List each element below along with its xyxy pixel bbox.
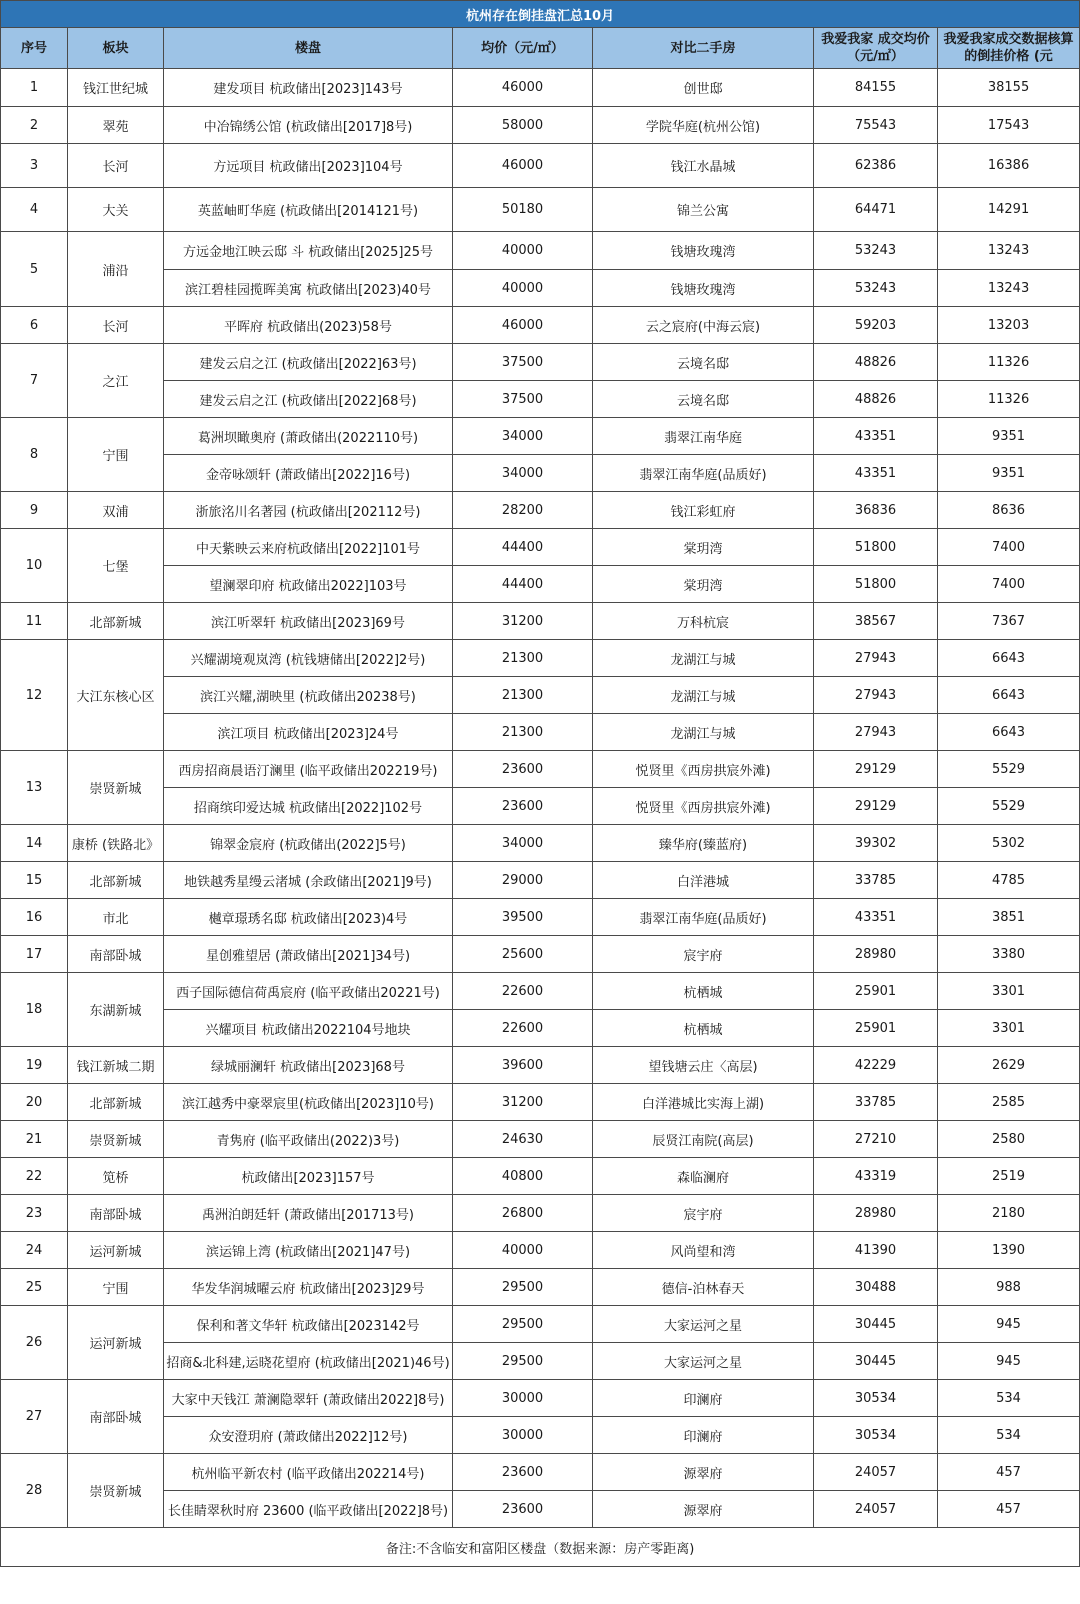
cell-deal-price: 42229 xyxy=(814,1047,938,1084)
cell-index: 27 xyxy=(1,1380,68,1454)
cell-avg-price: 22600 xyxy=(453,973,593,1010)
cell-area: 市北 xyxy=(68,899,164,936)
cell-area: 浦沿 xyxy=(68,232,164,307)
cell-compare: 风尚望和湾 xyxy=(593,1232,814,1269)
cell-avg-price: 46000 xyxy=(453,307,593,344)
cell-compare: 白洋港城 xyxy=(593,862,814,899)
cell-project: 兴耀湖境观岚湾 (杭钱塘储出[2022]2号) xyxy=(164,640,453,677)
table-row xyxy=(1,751,1080,788)
cell-index: 15 xyxy=(1,862,68,899)
cell-inversion: 5529 xyxy=(938,751,1080,788)
cell-deal-price: 48826 xyxy=(814,344,938,381)
cell-inversion: 534 xyxy=(938,1380,1080,1417)
table-row xyxy=(1,1232,1080,1269)
table-row xyxy=(1,862,1080,899)
table-row xyxy=(1,1121,1080,1158)
cell-index: 22 xyxy=(1,1158,68,1195)
cell-inversion: 3380 xyxy=(938,936,1080,973)
cell-deal-price: 53243 xyxy=(814,270,938,307)
cell-index: 14 xyxy=(1,825,68,862)
cell-project: 中冶锦绣公馆 (杭政储出[2017]8号) xyxy=(164,107,453,144)
cell-area: 东湖新城 xyxy=(68,973,164,1047)
cell-index: 6 xyxy=(1,307,68,344)
cell-avg-price: 28200 xyxy=(453,492,593,529)
cell-compare: 森临澜府 xyxy=(593,1158,814,1195)
cell-inversion: 2629 xyxy=(938,1047,1080,1084)
cell-area: 南部卧城 xyxy=(68,1380,164,1454)
cell-index: 7 xyxy=(1,344,68,418)
cell-inversion: 3301 xyxy=(938,973,1080,1010)
cell-area: 宁围 xyxy=(68,1269,164,1306)
cell-compare: 印澜府 xyxy=(593,1417,814,1454)
cell-area: 翠苑 xyxy=(68,107,164,144)
cell-compare: 钱江彩虹府 xyxy=(593,492,814,529)
cell-area: 双浦 xyxy=(68,492,164,529)
cell-project: 平晖府 杭政储出(2023)58号 xyxy=(164,307,453,344)
cell-deal-price: 39302 xyxy=(814,825,938,862)
cell-area: 长河 xyxy=(68,144,164,188)
cell-inversion: 13203 xyxy=(938,307,1080,344)
cell-area: 宁围 xyxy=(68,418,164,492)
table-body xyxy=(1,69,1080,1528)
cell-avg-price: 40800 xyxy=(453,1158,593,1195)
cell-deal-price: 27210 xyxy=(814,1121,938,1158)
cell-deal-price: 59203 xyxy=(814,307,938,344)
cell-avg-price: 22600 xyxy=(453,1010,593,1047)
cell-area: 崇贤新城 xyxy=(68,1121,164,1158)
table-row xyxy=(1,640,1080,677)
cell-compare: 大家运河之星 xyxy=(593,1343,814,1380)
cell-inversion: 6643 xyxy=(938,677,1080,714)
cell-avg-price: 23600 xyxy=(453,1491,593,1528)
cell-deal-price: 33785 xyxy=(814,1084,938,1121)
cell-project: 锦翠金宸府 (杭政储出(2022]5号) xyxy=(164,825,453,862)
cell-compare: 杭栖城 xyxy=(593,1010,814,1047)
table-row xyxy=(1,1306,1080,1343)
cell-inversion: 17543 xyxy=(938,107,1080,144)
cell-compare: 龙湖江与城 xyxy=(593,714,814,751)
table-title: 杭州存在倒挂盘汇总10月 xyxy=(1,1,1080,28)
cell-compare: 源翠府 xyxy=(593,1454,814,1491)
cell-compare: 大家运河之星 xyxy=(593,1306,814,1343)
cell-compare: 云之宸府(中海云宸) xyxy=(593,307,814,344)
cell-project: 招商缤印爱达城 杭政储出[2022]102号 xyxy=(164,788,453,825)
cell-inversion: 38155 xyxy=(938,69,1080,107)
cell-deal-price: 24057 xyxy=(814,1491,938,1528)
header-deal-price: 我爱我家 成交均价（元/㎡） xyxy=(814,28,938,69)
cell-compare: 万科杭宸 xyxy=(593,603,814,640)
cell-deal-price: 30445 xyxy=(814,1306,938,1343)
cell-deal-price: 30445 xyxy=(814,1343,938,1380)
cell-avg-price: 21300 xyxy=(453,640,593,677)
cell-inversion: 945 xyxy=(938,1343,1080,1380)
table-row xyxy=(1,1084,1080,1121)
cell-index: 19 xyxy=(1,1047,68,1084)
cell-compare: 印澜府 xyxy=(593,1380,814,1417)
cell-area: 康桥 (铁路北》 xyxy=(68,825,164,862)
cell-project: 建发云启之江 (杭政储出[2022]68号) xyxy=(164,381,453,418)
table-row xyxy=(1,69,1080,107)
cell-area: 笕桥 xyxy=(68,1158,164,1195)
cell-inversion: 7400 xyxy=(938,566,1080,603)
cell-project: 招商&北科建,运晓花望府 (杭政储出[2021)46号) xyxy=(164,1343,453,1380)
cell-project: 望澜翠印府 杭政储出2022]103号 xyxy=(164,566,453,603)
cell-project: 浙旅洺川名著园 (杭政储出[202112号) xyxy=(164,492,453,529)
cell-avg-price: 44400 xyxy=(453,566,593,603)
cell-project: 星创雅望居 (萧政储出[2021]34号) xyxy=(164,936,453,973)
cell-compare: 钱塘玫瑰湾 xyxy=(593,232,814,270)
cell-deal-price: 43351 xyxy=(814,899,938,936)
cell-project: 樾章璟琇名邸 杭政储出[2023)4号 xyxy=(164,899,453,936)
cell-avg-price: 50180 xyxy=(453,188,593,232)
cell-avg-price: 58000 xyxy=(453,107,593,144)
cell-project: 方远金地江映云邸 斗 杭政储出[2025]25号 xyxy=(164,232,453,270)
cell-compare: 锦兰公寓 xyxy=(593,188,814,232)
cell-deal-price: 27943 xyxy=(814,714,938,751)
cell-deal-price: 28980 xyxy=(814,1195,938,1232)
table-row xyxy=(1,1454,1080,1491)
cell-area: 北部新城 xyxy=(68,1084,164,1121)
cell-area: 七堡 xyxy=(68,529,164,603)
cell-project: 兴耀项目 杭政储出2022104号地块 xyxy=(164,1010,453,1047)
cell-inversion: 2519 xyxy=(938,1158,1080,1195)
cell-area: 南部卧城 xyxy=(68,1195,164,1232)
table-row xyxy=(1,936,1080,973)
cell-inversion: 4785 xyxy=(938,862,1080,899)
cell-inversion: 13243 xyxy=(938,270,1080,307)
cell-deal-price: 43351 xyxy=(814,455,938,492)
cell-project: 滨江越秀中豪翠宸里(杭政储出[2023]10号) xyxy=(164,1084,453,1121)
cell-area: 北部新城 xyxy=(68,603,164,640)
cell-index: 18 xyxy=(1,973,68,1047)
cell-inversion: 9351 xyxy=(938,455,1080,492)
cell-inversion: 11326 xyxy=(938,344,1080,381)
cell-compare: 龙湖江与城 xyxy=(593,640,814,677)
cell-avg-price: 21300 xyxy=(453,714,593,751)
table-note: 备注:不含临安和富阳区楼盘（数据来源：房产零距离) xyxy=(1,1528,1080,1567)
cell-compare: 翡翠江南华庭(品质好) xyxy=(593,899,814,936)
cell-avg-price: 40000 xyxy=(453,1232,593,1269)
cell-project: 大家中天钱江 萧澜隐翠轩 (萧政储出2022]8号) xyxy=(164,1380,453,1417)
cell-avg-price: 26800 xyxy=(453,1195,593,1232)
cell-project: 地铁越秀星缦云渚城 (余政储出[2021]9号) xyxy=(164,862,453,899)
cell-avg-price: 29500 xyxy=(453,1343,593,1380)
cell-compare: 宸宇府 xyxy=(593,936,814,973)
cell-avg-price: 39600 xyxy=(453,1047,593,1084)
cell-project: 滨运锦上湾 (杭政储出[2021]47号) xyxy=(164,1232,453,1269)
header-index: 序号 xyxy=(1,28,68,69)
header-area: 板块 xyxy=(68,28,164,69)
cell-inversion: 16386 xyxy=(938,144,1080,188)
cell-inversion: 8636 xyxy=(938,492,1080,529)
cell-deal-price: 30534 xyxy=(814,1417,938,1454)
cell-avg-price: 37500 xyxy=(453,381,593,418)
cell-area: 运河新城 xyxy=(68,1306,164,1380)
cell-deal-price: 41390 xyxy=(814,1232,938,1269)
cell-compare: 棠玥湾 xyxy=(593,566,814,603)
cell-index: 16 xyxy=(1,899,68,936)
cell-area: 大江东核心区 xyxy=(68,640,164,751)
cell-deal-price: 75543 xyxy=(814,107,938,144)
cell-inversion: 457 xyxy=(938,1454,1080,1491)
cell-compare: 悦贤里《西房拱宸外滩) xyxy=(593,788,814,825)
cell-project: 保利和著文华轩 杭政储出[2023142号 xyxy=(164,1306,453,1343)
cell-avg-price: 29500 xyxy=(453,1269,593,1306)
cell-avg-price: 40000 xyxy=(453,270,593,307)
cell-compare: 源翠府 xyxy=(593,1491,814,1528)
cell-project: 英蓝岫町华庭 (杭政储出[2014121号) xyxy=(164,188,453,232)
cell-avg-price: 23600 xyxy=(453,1454,593,1491)
cell-compare: 辰贤江南院(高层) xyxy=(593,1121,814,1158)
cell-area: 崇贤新城 xyxy=(68,1454,164,1528)
cell-inversion: 6643 xyxy=(938,714,1080,751)
header-compare: 对比二手房 xyxy=(593,28,814,69)
table-row xyxy=(1,1269,1080,1306)
table-row xyxy=(1,1158,1080,1195)
cell-compare: 云境名邸 xyxy=(593,344,814,381)
cell-index: 2 xyxy=(1,107,68,144)
cell-index: 24 xyxy=(1,1232,68,1269)
cell-deal-price: 30488 xyxy=(814,1269,938,1306)
cell-inversion: 3301 xyxy=(938,1010,1080,1047)
header-avg-price: 均价（元/㎡） xyxy=(453,28,593,69)
table-row xyxy=(1,529,1080,566)
cell-avg-price: 24630 xyxy=(453,1121,593,1158)
cell-area: 大关 xyxy=(68,188,164,232)
cell-compare: 钱塘玫瑰湾 xyxy=(593,270,814,307)
table-title-row xyxy=(1,1,1080,28)
cell-project: 滨江碧桂园揽晖美寓 杭政储出[2023)40号 xyxy=(164,270,453,307)
cell-compare: 悦贤里《西房拱宸外滩) xyxy=(593,751,814,788)
cell-area: 之江 xyxy=(68,344,164,418)
cell-area: 钱江世纪城 xyxy=(68,69,164,107)
table-row xyxy=(1,144,1080,188)
cell-inversion: 7400 xyxy=(938,529,1080,566)
cell-index: 26 xyxy=(1,1306,68,1380)
cell-avg-price: 46000 xyxy=(453,69,593,107)
cell-deal-price: 33785 xyxy=(814,862,938,899)
cell-deal-price: 28980 xyxy=(814,936,938,973)
cell-avg-price: 25600 xyxy=(453,936,593,973)
cell-project: 杭州临平新农村 (临平政储出202214号) xyxy=(164,1454,453,1491)
cell-compare: 宸宇府 xyxy=(593,1195,814,1232)
cell-project: 方远项目 杭政储出[2023]104号 xyxy=(164,144,453,188)
cell-project: 禹洲泊朗廷轩 (萧政储出[201713号) xyxy=(164,1195,453,1232)
cell-deal-price: 25901 xyxy=(814,973,938,1010)
cell-index: 4 xyxy=(1,188,68,232)
cell-compare: 杭栖城 xyxy=(593,973,814,1010)
table-row xyxy=(1,1380,1080,1417)
cell-project: 众安澄玥府 (萧政储出2022]12号) xyxy=(164,1417,453,1454)
cell-avg-price: 46000 xyxy=(453,144,593,188)
cell-project: 长佳睛翠秋时府 23600 (临平政储出[2022]8号) xyxy=(164,1491,453,1528)
cell-deal-price: 25901 xyxy=(814,1010,938,1047)
header-inversion: 我爱我家成交数据核算的倒挂价格 (元 xyxy=(938,28,1080,69)
table-row xyxy=(1,492,1080,529)
cell-project: 中天紫映云来府杭政储出[2022]101号 xyxy=(164,529,453,566)
cell-project: 华发华润城曜云府 杭政储出[2023]29号 xyxy=(164,1269,453,1306)
cell-inversion: 6643 xyxy=(938,640,1080,677)
cell-inversion: 7367 xyxy=(938,603,1080,640)
cell-deal-price: 48826 xyxy=(814,381,938,418)
cell-compare: 望钱塘云庄〈高层) xyxy=(593,1047,814,1084)
cell-inversion: 2585 xyxy=(938,1084,1080,1121)
cell-index: 9 xyxy=(1,492,68,529)
cell-project: 建发项目 杭政储出[2023]143号 xyxy=(164,69,453,107)
cell-area: 南部卧城 xyxy=(68,936,164,973)
header-project: 楼盘 xyxy=(164,28,453,69)
table-header-row xyxy=(1,28,1080,69)
cell-deal-price: 51800 xyxy=(814,529,938,566)
cell-avg-price: 21300 xyxy=(453,677,593,714)
table-row xyxy=(1,107,1080,144)
cell-index: 28 xyxy=(1,1454,68,1528)
cell-project: 西房招商晨语汀澜里 (临平政储出202219号) xyxy=(164,751,453,788)
cell-index: 5 xyxy=(1,232,68,307)
table-row xyxy=(1,232,1080,270)
cell-inversion: 9351 xyxy=(938,418,1080,455)
cell-deal-price: 29129 xyxy=(814,788,938,825)
table-row xyxy=(1,344,1080,381)
cell-compare: 翡翠江南华庭 xyxy=(593,418,814,455)
cell-area: 北部新城 xyxy=(68,862,164,899)
cell-compare: 学院华庭(杭州公馆) xyxy=(593,107,814,144)
cell-area: 长河 xyxy=(68,307,164,344)
cell-compare: 钱江水晶城 xyxy=(593,144,814,188)
cell-avg-price: 31200 xyxy=(453,1084,593,1121)
table-row xyxy=(1,825,1080,862)
table-row xyxy=(1,603,1080,640)
cell-avg-price: 23600 xyxy=(453,788,593,825)
cell-avg-price: 34000 xyxy=(453,455,593,492)
cell-index: 3 xyxy=(1,144,68,188)
cell-compare: 德信-泊林春天 xyxy=(593,1269,814,1306)
cell-avg-price: 30000 xyxy=(453,1380,593,1417)
cell-area: 崇贤新城 xyxy=(68,751,164,825)
cell-deal-price: 27943 xyxy=(814,640,938,677)
cell-index: 12 xyxy=(1,640,68,751)
cell-project: 杭政储出[2023]157号 xyxy=(164,1158,453,1195)
cell-index: 20 xyxy=(1,1084,68,1121)
table-row xyxy=(1,1195,1080,1232)
cell-deal-price: 24057 xyxy=(814,1454,938,1491)
cell-inversion: 5302 xyxy=(938,825,1080,862)
cell-project: 金帝咏颂轩 (萧政储出[2022]16号) xyxy=(164,455,453,492)
cell-deal-price: 62386 xyxy=(814,144,938,188)
cell-deal-price: 36836 xyxy=(814,492,938,529)
cell-deal-price: 43319 xyxy=(814,1158,938,1195)
cell-inversion: 534 xyxy=(938,1417,1080,1454)
cell-avg-price: 39500 xyxy=(453,899,593,936)
cell-avg-price: 44400 xyxy=(453,529,593,566)
cell-project: 滨江项目 杭政储出[2023]24号 xyxy=(164,714,453,751)
cell-project: 滨江兴耀,湖映里 (杭政储出20238号) xyxy=(164,677,453,714)
cell-deal-price: 38567 xyxy=(814,603,938,640)
cell-inversion: 11326 xyxy=(938,381,1080,418)
cell-area: 运河新城 xyxy=(68,1232,164,1269)
cell-avg-price: 34000 xyxy=(453,418,593,455)
cell-inversion: 2580 xyxy=(938,1121,1080,1158)
cell-index: 13 xyxy=(1,751,68,825)
cell-avg-price: 40000 xyxy=(453,232,593,270)
cell-compare: 臻华府(臻蓝府) xyxy=(593,825,814,862)
cell-inversion: 945 xyxy=(938,1306,1080,1343)
table-row xyxy=(1,307,1080,344)
cell-project: 滨江听翠轩 杭政储出[2023]69号 xyxy=(164,603,453,640)
table-row xyxy=(1,899,1080,936)
cell-compare: 龙湖江与城 xyxy=(593,677,814,714)
cell-deal-price: 27943 xyxy=(814,677,938,714)
cell-inversion: 13243 xyxy=(938,232,1080,270)
cell-index: 17 xyxy=(1,936,68,973)
cell-index: 23 xyxy=(1,1195,68,1232)
cell-avg-price: 34000 xyxy=(453,825,593,862)
cell-inversion: 3851 xyxy=(938,899,1080,936)
cell-deal-price: 84155 xyxy=(814,69,938,107)
cell-avg-price: 37500 xyxy=(453,344,593,381)
cell-index: 11 xyxy=(1,603,68,640)
cell-compare: 云境名邸 xyxy=(593,381,814,418)
cell-project: 葛洲坝瞰奥府 (萧政储出(2022110号) xyxy=(164,418,453,455)
cell-project: 绿城丽澜轩 杭政储出[2023]68号 xyxy=(164,1047,453,1084)
cell-deal-price: 43351 xyxy=(814,418,938,455)
cell-compare: 创世邸 xyxy=(593,69,814,107)
cell-index: 10 xyxy=(1,529,68,603)
cell-index: 21 xyxy=(1,1121,68,1158)
cell-inversion: 1390 xyxy=(938,1232,1080,1269)
cell-index: 8 xyxy=(1,418,68,492)
cell-inversion: 14291 xyxy=(938,188,1080,232)
cell-compare: 棠玥湾 xyxy=(593,529,814,566)
cell-avg-price: 30000 xyxy=(453,1417,593,1454)
cell-index: 25 xyxy=(1,1269,68,1306)
cell-index: 1 xyxy=(1,69,68,107)
table-row xyxy=(1,973,1080,1010)
cell-compare: 白洋港城比实海上湖) xyxy=(593,1084,814,1121)
table-row xyxy=(1,188,1080,232)
cell-deal-price: 30534 xyxy=(814,1380,938,1417)
cell-avg-price: 29500 xyxy=(453,1306,593,1343)
cell-avg-price: 23600 xyxy=(453,751,593,788)
note-row xyxy=(1,1528,1080,1567)
table-row xyxy=(1,418,1080,455)
cell-avg-price: 29000 xyxy=(453,862,593,899)
cell-inversion: 457 xyxy=(938,1491,1080,1528)
cell-inversion: 988 xyxy=(938,1269,1080,1306)
cell-deal-price: 29129 xyxy=(814,751,938,788)
table-row xyxy=(1,1047,1080,1084)
cell-project: 青隽府 (临平政储出(2022)3号) xyxy=(164,1121,453,1158)
cell-project: 西子国际德信荷禹宸府 (临平政储出20221号) xyxy=(164,973,453,1010)
cell-deal-price: 53243 xyxy=(814,232,938,270)
cell-avg-price: 31200 xyxy=(453,603,593,640)
cell-project: 建发云启之江 (杭政储出[2022]63号) xyxy=(164,344,453,381)
cell-area: 钱江新城二期 xyxy=(68,1047,164,1084)
cell-inversion: 2180 xyxy=(938,1195,1080,1232)
cell-deal-price: 51800 xyxy=(814,566,938,603)
cell-deal-price: 64471 xyxy=(814,188,938,232)
cell-compare: 翡翠江南华庭(品质好) xyxy=(593,455,814,492)
cell-inversion: 5529 xyxy=(938,788,1080,825)
